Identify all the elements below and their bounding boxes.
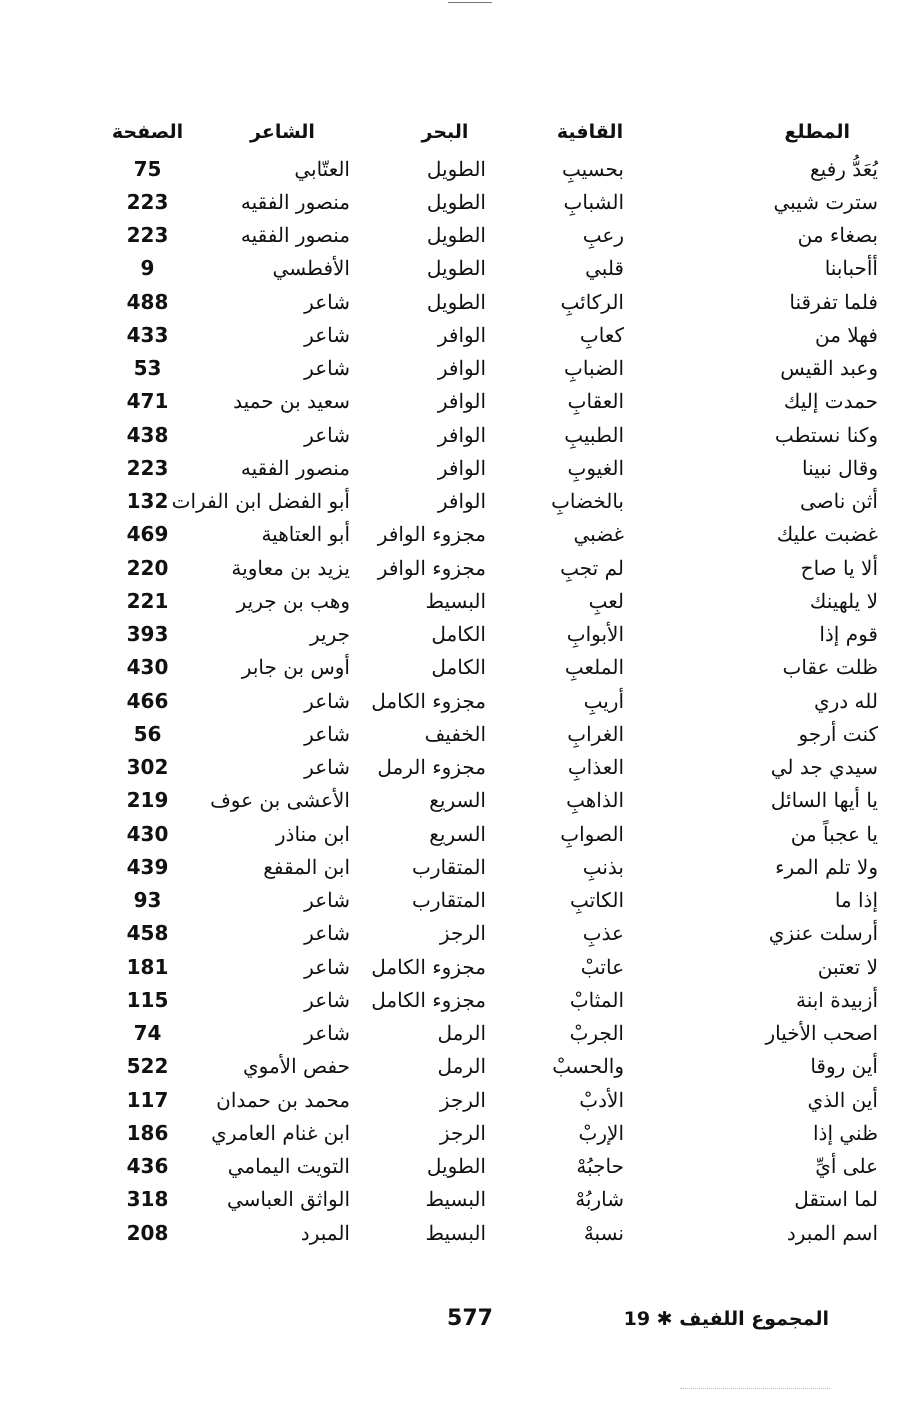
table-row <box>100 252 878 285</box>
table-row <box>100 817 878 850</box>
verse-index-table <box>100 112 878 1249</box>
cell-page: 522 <box>126 1054 169 1079</box>
cell-qafiya: الكاتبِ <box>570 888 624 913</box>
cell-bahr: الوافر <box>437 422 486 447</box>
cell-page: 223 <box>126 223 169 248</box>
page-number: 577 <box>447 1306 493 1331</box>
cell-page: 223 <box>126 455 169 480</box>
cell-bahr: مجزوء الكامل <box>371 954 486 979</box>
cell-bahr: السريع <box>429 821 486 846</box>
cell-matla: وقال نبينا <box>802 455 878 480</box>
table-row <box>100 318 878 351</box>
cell-bahr: الطويل <box>426 1154 486 1179</box>
cell-qafiya: والحسبْ <box>552 1054 624 1079</box>
table-row <box>100 717 878 750</box>
cell-page: 219 <box>126 788 169 813</box>
table-row <box>100 451 878 484</box>
cell-bahr: الرجز <box>439 1120 486 1145</box>
cell-page: 458 <box>126 921 169 946</box>
cell-shaer: حفص الأموي <box>242 1054 350 1079</box>
cell-page: 186 <box>126 1120 169 1145</box>
cell-page: 433 <box>126 322 169 347</box>
cell-qafiya: نسبهْ <box>583 1220 624 1245</box>
cell-shaer: الأعشى بن عوف <box>210 788 350 813</box>
cell-shaer: أبو الفضل ابن الفرات <box>171 489 350 514</box>
table-row <box>100 1050 878 1083</box>
cell-shaer: شاعر <box>304 356 350 381</box>
cell-matla: بصغاء من <box>797 223 878 248</box>
cell-matla: قوم إذا <box>819 622 878 647</box>
cell-page: 74 <box>133 1021 162 1046</box>
cell-matla: أثن ناصى <box>799 489 878 514</box>
cell-shaer: التويت اليمامي <box>227 1154 350 1179</box>
cell-page: 439 <box>126 854 169 879</box>
cell-matla: لما استقل <box>794 1187 878 1212</box>
cell-matla: أأحبابنا <box>824 256 878 281</box>
table-row <box>100 418 878 451</box>
cell-matla: فهلا من <box>814 322 878 347</box>
cell-matla: وكنا نستطب <box>774 422 878 447</box>
cell-page: 221 <box>126 588 169 613</box>
table-row <box>100 485 878 518</box>
cell-bahr: الوافر <box>437 322 486 347</box>
cell-matla: ظلت عقاب <box>782 655 878 680</box>
table-row <box>100 185 878 218</box>
cell-qafiya: الأبوابِ <box>566 622 624 647</box>
cell-qafiya: العذابِ <box>567 755 624 780</box>
header-page: الصفحة <box>111 121 184 143</box>
cell-shaer: شاعر <box>304 422 350 447</box>
cell-page: 466 <box>126 688 169 713</box>
table-row <box>100 385 878 418</box>
cell-page: 220 <box>126 555 169 580</box>
cell-qafiya: الجربْ <box>569 1021 624 1046</box>
cell-shaer: أبو العتاهية <box>261 522 350 547</box>
table-row <box>100 1116 878 1149</box>
cell-qafiya: الركائبِ <box>560 289 624 314</box>
cell-matla: ظني إذا <box>813 1120 878 1145</box>
cell-qafiya: لم تجبِ <box>560 555 624 580</box>
cell-bahr: الرمل <box>437 1054 486 1079</box>
cell-bahr: الوافر <box>437 356 486 381</box>
cell-bahr: الوافر <box>437 389 486 414</box>
cell-page: 93 <box>133 888 162 913</box>
cell-bahr: المتقارب <box>412 888 486 913</box>
cell-page: 302 <box>126 755 169 780</box>
cell-qafiya: بذنبِ <box>582 854 624 879</box>
cell-matla: حمدت إليك <box>783 389 878 414</box>
cell-page: 117 <box>126 1087 169 1112</box>
cell-matla: ولا تلم المرء <box>775 854 878 879</box>
cell-page: 393 <box>126 622 169 647</box>
table-body <box>100 152 878 1249</box>
cell-bahr: الرجز <box>439 921 486 946</box>
cell-qafiya: الطبيبِ <box>564 422 624 447</box>
cell-qafiya: الصوابِ <box>560 821 624 846</box>
table-row <box>100 1150 878 1183</box>
cell-bahr: الطويل <box>426 189 486 214</box>
cell-page: 56 <box>133 721 162 746</box>
cell-qafiya: عاتبْ <box>580 954 624 979</box>
cell-shaer: شاعر <box>304 688 350 713</box>
cell-qafiya: غضبي <box>573 522 624 547</box>
cell-page: 75 <box>133 156 162 181</box>
cell-shaer: شاعر <box>304 755 350 780</box>
cell-matla: ألا يا صاح <box>800 555 878 580</box>
cell-shaer: شاعر <box>304 1021 350 1046</box>
cell-shaer: شاعر <box>304 921 350 946</box>
cell-qafiya: حاجبُهْ <box>576 1154 624 1179</box>
table-row <box>100 751 878 784</box>
cell-bahr: الكامل <box>431 655 486 680</box>
cell-shaer: شاعر <box>304 322 350 347</box>
header-shaer: الشاعر <box>250 121 315 143</box>
cell-bahr: الرجز <box>439 1087 486 1112</box>
cell-qafiya: الإربْ <box>578 1120 624 1145</box>
table-row <box>100 884 878 917</box>
cell-matla: اصحب الأخيار <box>765 1021 878 1046</box>
cell-shaer: شاعر <box>304 954 350 979</box>
cell-matla: سيدي جد لي <box>770 755 878 780</box>
cell-matla: يُعَدُّ رفيع <box>810 156 878 181</box>
table-row <box>100 219 878 252</box>
table-header-row <box>100 112 878 152</box>
cell-qafiya: الضبابِ <box>564 356 624 381</box>
cell-shaer: منصور الفقيه <box>240 455 350 480</box>
cell-qafiya: الغرابِ <box>567 721 624 746</box>
cell-page: 438 <box>126 422 169 447</box>
header-bahr: البحر <box>421 121 469 143</box>
cell-bahr: مجزوء الكامل <box>371 688 486 713</box>
cell-qafiya: كعابِ <box>579 322 624 347</box>
cell-bahr: الخفيف <box>424 721 486 746</box>
table-row <box>100 518 878 551</box>
scan-artifact-line <box>680 1388 830 1389</box>
cell-qafiya: رعبِ <box>582 223 624 248</box>
cell-bahr: الرمل <box>437 1021 486 1046</box>
cell-shaer: منصور الفقيه <box>240 189 350 214</box>
cell-matla: غضبت عليك <box>776 522 878 547</box>
header-qafiya: القافية <box>556 121 624 143</box>
cell-qafiya: بحسيبِ <box>562 156 624 181</box>
cell-page: 471 <box>126 389 169 414</box>
cell-matla: لا يلهينك <box>809 588 878 613</box>
table-row <box>100 1017 878 1050</box>
cell-shaer: يزيد بن معاوية <box>231 555 350 580</box>
cell-bahr: الطويل <box>426 156 486 181</box>
cell-matla: لا تعتبن <box>817 954 878 979</box>
cell-matla: يا عجباً من <box>790 821 878 846</box>
table-row <box>100 784 878 817</box>
cell-matla: كنت أرجو <box>798 721 878 746</box>
cell-qafiya: الذاهبِ <box>566 788 624 813</box>
cell-shaer: الواثق العباسي <box>227 1187 350 1212</box>
cell-shaer: ابن المقفع <box>263 854 350 879</box>
cell-page: 469 <box>126 522 169 547</box>
cell-shaer: أوس بن جابر <box>241 655 350 680</box>
cell-qafiya: المثابْ <box>569 987 624 1012</box>
cell-bahr: الطويل <box>426 256 486 281</box>
table-row <box>100 850 878 883</box>
running-title: المجموع اللفيف ✱ 19 <box>623 1308 829 1330</box>
cell-shaer: ابن غنام العامري <box>211 1120 350 1145</box>
cell-shaer: المبرد <box>300 1220 350 1245</box>
cell-shaer: منصور الفقيه <box>240 223 350 248</box>
cell-page: 53 <box>133 356 162 381</box>
cell-qafiya: العقابِ <box>567 389 624 414</box>
cell-matla: أزبيدة ابنة <box>795 987 878 1012</box>
cell-shaer: سعيد بن حميد <box>233 389 350 414</box>
table-row <box>100 551 878 584</box>
cell-shaer: وهب بن جرير <box>236 588 350 613</box>
cell-matla: أرسلت عنزي <box>768 921 878 946</box>
cell-bahr: مجزوء الوافر <box>377 555 486 580</box>
cell-page: 436 <box>126 1154 169 1179</box>
cell-qafiya: الغيوبِ <box>567 455 624 480</box>
cell-page: 223 <box>126 189 169 214</box>
cell-bahr: الوافر <box>437 455 486 480</box>
cell-shaer: شاعر <box>304 987 350 1012</box>
table-row <box>100 1083 878 1116</box>
cell-bahr: المتقارب <box>412 854 486 879</box>
cell-bahr: الوافر <box>437 489 486 514</box>
table-row <box>100 1183 878 1216</box>
table-row <box>100 584 878 617</box>
table-row <box>100 618 878 651</box>
table-row <box>100 983 878 1016</box>
cell-shaer: شاعر <box>304 721 350 746</box>
cell-shaer: جرير <box>310 622 350 647</box>
cell-page: 208 <box>126 1220 169 1245</box>
cell-shaer: العتّابي <box>294 156 350 181</box>
cell-shaer: محمد بن حمدان <box>216 1087 350 1112</box>
cell-matla: وعبد القيس <box>780 356 878 381</box>
cell-bahr: الطويل <box>426 223 486 248</box>
cell-shaer: شاعر <box>304 888 350 913</box>
cell-matla: اسم المبرد <box>786 1220 878 1245</box>
cell-page: 132 <box>126 489 169 514</box>
cell-page: 181 <box>126 954 169 979</box>
cell-matla: سترت شيبي <box>773 189 878 214</box>
cell-qafiya: لعبِ <box>588 588 624 613</box>
cell-bahr: الكامل <box>431 622 486 647</box>
cell-page: 9 <box>140 256 155 281</box>
cell-matla: لله دري <box>813 688 878 713</box>
table-row <box>100 285 878 318</box>
cell-qafiya: الشبابِ <box>563 189 624 214</box>
cell-bahr: البسيط <box>425 1187 486 1212</box>
cell-matla: أين الذي <box>807 1087 878 1112</box>
cell-qafiya: أريبِ <box>583 688 624 713</box>
cell-shaer: شاعر <box>304 289 350 314</box>
table-row <box>100 1216 878 1249</box>
cell-bahr: البسيط <box>425 588 486 613</box>
table-row <box>100 950 878 983</box>
cell-qafiya: قلبي <box>585 256 624 281</box>
cell-bahr: الطويل <box>426 289 486 314</box>
cell-matla: فلما تفرقنا <box>789 289 878 314</box>
cell-bahr: مجزوء الرمل <box>377 755 486 780</box>
cell-page: 115 <box>126 987 169 1012</box>
cell-page: 318 <box>126 1187 169 1212</box>
table-row <box>100 352 878 385</box>
table-row <box>100 651 878 684</box>
cell-bahr: مجزوء الكامل <box>371 987 486 1012</box>
cell-qafiya: الملعبِ <box>564 655 624 680</box>
cell-matla: إذا ما <box>834 888 878 913</box>
table-row <box>100 152 878 185</box>
cell-bahr: مجزوء الوافر <box>377 522 486 547</box>
cell-matla: يا أيها السائل <box>770 788 878 813</box>
cell-bahr: البسيط <box>425 1220 486 1245</box>
cell-shaer: الأفطسي <box>272 256 350 281</box>
top-rule <box>448 2 492 3</box>
cell-shaer: ابن مناذر <box>275 821 350 846</box>
cell-bahr: السريع <box>429 788 486 813</box>
cell-qafiya: الأدبْ <box>579 1087 624 1112</box>
cell-matla: أين روقا <box>810 1054 878 1079</box>
cell-page: 430 <box>126 821 169 846</box>
header-matla: المطلع <box>784 121 850 143</box>
table-row <box>100 684 878 717</box>
cell-page: 488 <box>126 289 169 314</box>
cell-qafiya: بالخضابِ <box>551 489 624 514</box>
cell-matla: على أيِّ <box>815 1154 878 1179</box>
cell-page: 430 <box>126 655 169 680</box>
cell-qafiya: شاربُهْ <box>575 1187 624 1212</box>
table-row <box>100 917 878 950</box>
cell-qafiya: عذبِ <box>582 921 624 946</box>
